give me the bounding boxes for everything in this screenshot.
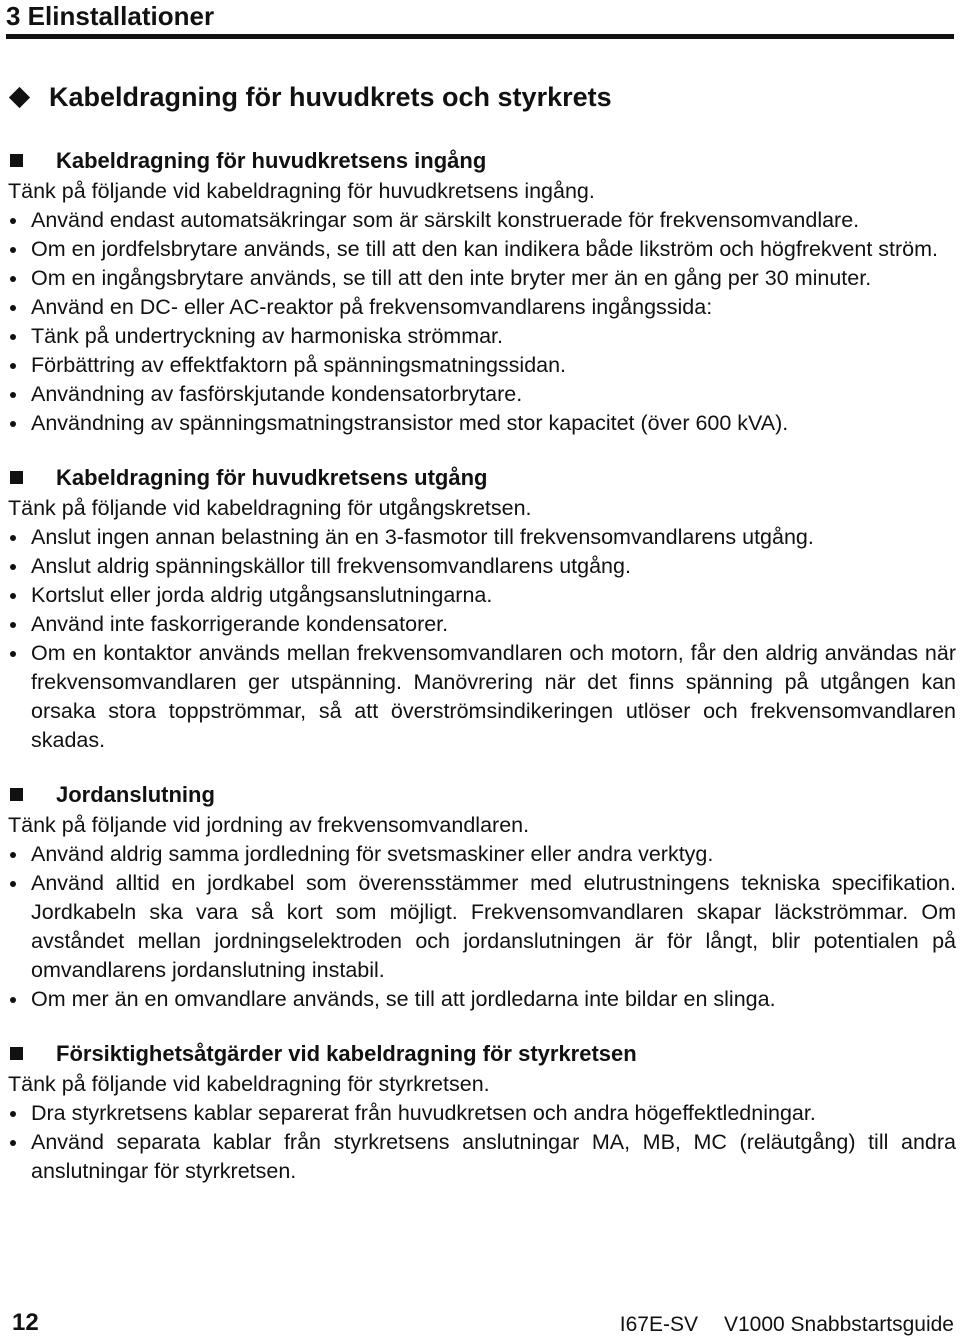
bullet-dot-icon: [10, 218, 16, 224]
subheading: Jordanslutning: [8, 779, 956, 811]
bullet-dot-icon: [10, 535, 16, 541]
chapter-title: 3 Elinstallationer: [6, 1, 215, 31]
subheading: Kabeldragning för huvudkretsens utgång: [8, 462, 956, 494]
list-item: Använd aldrig samma jordledning för svetsmaskiner eller andra verktyg.: [8, 840, 956, 869]
section-title-text: Kabeldragning för huvudkrets och styrkrets: [49, 82, 612, 112]
bullet-dot-icon: [10, 852, 16, 858]
bullet-dot-icon: [10, 593, 16, 599]
bullet-dot-icon: [10, 1111, 16, 1117]
bullet-list: [8, 206, 956, 438]
square-bullet-icon: [10, 1047, 23, 1060]
square-bullet-icon: [10, 788, 23, 801]
chapter-divider: [6, 34, 954, 39]
section-title: [8, 80, 612, 114]
section-block-grounding: [8, 779, 956, 1014]
list-item: Om en jordfelsbrytare används, se till att den kan indikera både likström och högfrekvent ström.: [8, 235, 956, 264]
bullet-dot-icon: [10, 651, 16, 657]
bullet-dot-icon: [10, 305, 16, 311]
bullet-dot-icon: [10, 247, 16, 253]
list-item: Använd inte faskorrigerande kondensatorer.: [8, 610, 956, 639]
bullet-dot-icon: [10, 881, 16, 887]
list-item: Anslut ingen annan belastning än en 3-fasmotor till frekvensomvandlarens utgång.: [8, 523, 956, 552]
bullet-list: [8, 523, 956, 755]
bullet-dot-icon: [10, 564, 16, 570]
list-item: Dra styrkretsens kablar separerat från huvudkretsen och andra högeffektledningar.: [8, 1099, 956, 1128]
intro-text: Tänk på följande vid kabeldragning för utgångskretsen.: [8, 496, 532, 520]
list-item: Användning av spänningsmatningstransistor med stor kapacitet (över 600 kVA).: [8, 409, 956, 438]
subheading: Försiktighetsåtgärder vid kabeldragning för styrkretsen: [8, 1038, 956, 1070]
bullet-dot-icon: [10, 622, 16, 628]
list-item: Om mer än en omvandlare används, se till att jordledarna inte bildar en slinga.: [8, 985, 956, 1014]
bullet-list: [8, 840, 956, 1014]
list-item: Om en ingångsbrytare används, se till att den inte bryter mer än en gång per 30 minuter.: [8, 264, 956, 293]
square-bullet-icon: [10, 471, 23, 484]
content-body: [8, 145, 956, 1210]
list-item: Tänk på undertryckning av harmoniska strömmar.: [8, 322, 956, 351]
list-item: Använd endast automatsäkringar som är särskilt konstruerade för frekvensomvandlare.: [8, 206, 956, 235]
footer-doc-info: [620, 1311, 954, 1339]
square-bullet-icon: [10, 154, 23, 167]
list-item: Förbättring av effektfaktorn på spänningsmatningssidan.: [8, 351, 956, 380]
section-block-input: [8, 145, 956, 438]
bullet-list: [8, 1099, 956, 1186]
bullet-dot-icon: [10, 1140, 16, 1146]
bullet-dot-icon: [10, 334, 16, 340]
section-block-output: [8, 462, 956, 755]
page-number: 12: [12, 1309, 39, 1336]
doc-title: V1000 Snabbstartsguide: [723, 1313, 954, 1336]
list-item: Om en kontaktor används mellan frekvensomvandlaren och motorn, får den aldrig användas när frekvensomvandlaren ger utspänning. Manövrering när det finns spänning på utgången kan orsaka stora toppströmmar, så att överströmsindikeringen utlöser och frekvensomvandlaren skadas.: [8, 639, 956, 755]
list-item: Användning av fasförskjutande kondensatorbrytare.: [8, 380, 956, 409]
bullet-dot-icon: [10, 997, 16, 1003]
diamond-bullet-icon: [9, 87, 30, 108]
section-block-control: [8, 1038, 956, 1186]
bullet-dot-icon: [10, 392, 16, 398]
doc-code: I67E-SV: [619, 1313, 698, 1336]
list-item: Använd separata kablar från styrkretsens anslutningar MA, MB, MC (reläutgång) till andra anslutningar för styrkretsen.: [8, 1128, 956, 1186]
intro-text: Tänk på följande vid kabeldragning för huvudkretsens ingång.: [8, 179, 595, 203]
bullet-dot-icon: [10, 276, 16, 282]
intro-text: Tänk på följande vid kabeldragning för styrkretsen.: [8, 1072, 490, 1096]
list-item: Använd alltid en jordkabel som överensstämmer med elutrustningens tekniska specifikation. Jordkabeln ska vara så kort som möjligt. Frekvensomvandlaren skapar läckströmmar. Om avståndet mellan jordningselektroden och jordanslutningen är för långt, blir potentialen på omvandlarens jordanslutning instabil.: [8, 869, 956, 985]
list-item: Använd en DC- eller AC-reaktor på frekvensomvandlarens ingångssida:: [8, 293, 956, 322]
bullet-dot-icon: [10, 421, 16, 427]
subheading: Kabeldragning för huvudkretsens ingång: [8, 145, 956, 177]
list-item: Kortslut eller jorda aldrig utgångsanslutningarna.: [8, 581, 956, 610]
bullet-dot-icon: [10, 363, 16, 369]
intro-text: Tänk på följande vid jordning av frekvensomvandlaren.: [8, 813, 530, 837]
list-item: Anslut aldrig spänningskällor till frekvensomvandlarens utgång.: [8, 552, 956, 581]
